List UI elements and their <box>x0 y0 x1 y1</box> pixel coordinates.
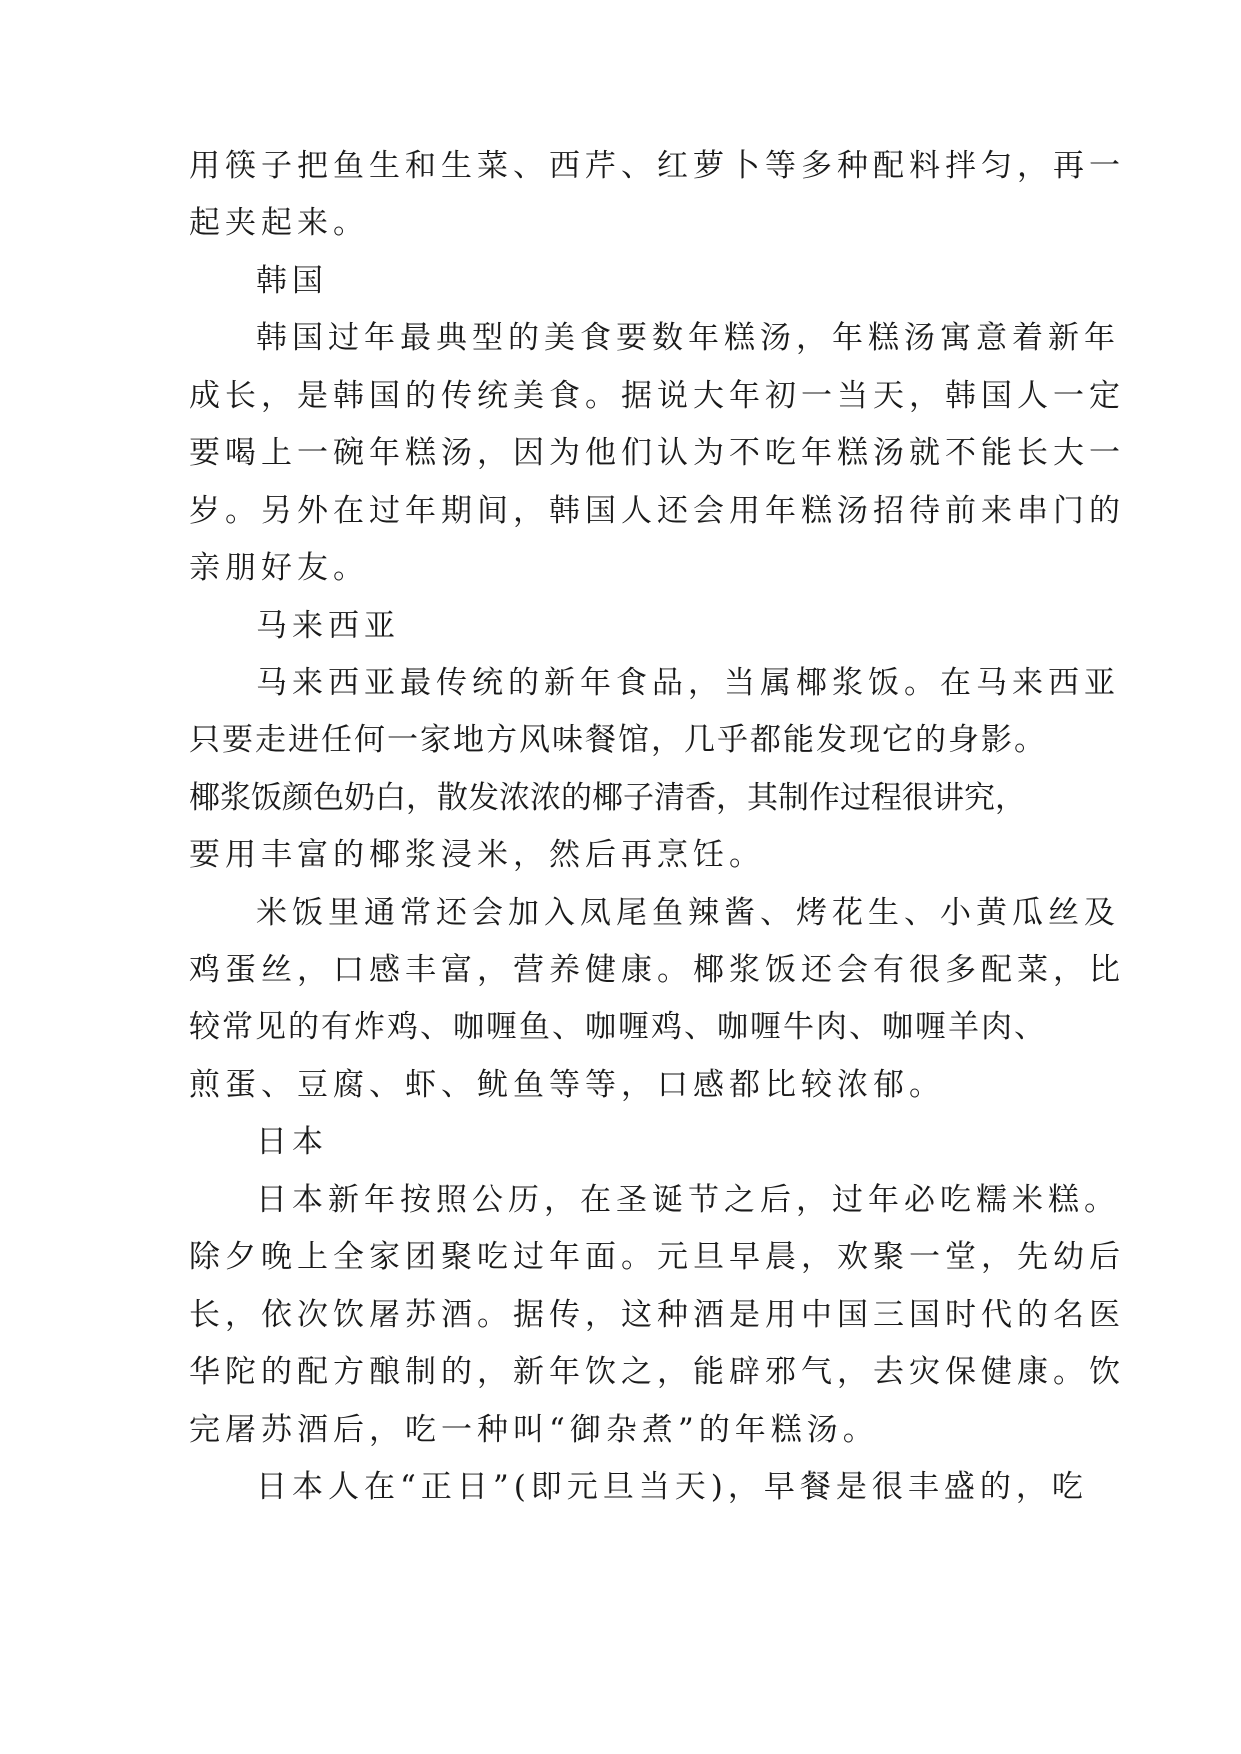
text-line: 要喝上一碗年糕汤，因为他们认为不吃年糕汤就不能长大一 <box>189 435 1125 471</box>
text-line: 长，依次饮屠苏酒。据传，这种酒是用中国三国时代的名医 <box>189 1297 1125 1333</box>
text-line: 马来西亚最传统的新年食品，当属椰浆饭。在马来西亚 <box>256 665 1120 701</box>
text-line: 除夕晚上全家团聚吃过年面。元旦早晨，欢聚一堂，先幼后 <box>189 1239 1125 1275</box>
text-line: 日本人在“正日”(即元旦当天)，早餐是很丰盛的，吃 <box>256 1469 1088 1505</box>
text-line: 煎蛋、豆腐、虾、鱿鱼等等，口感都比较浓郁。 <box>189 1067 945 1103</box>
text-line: 岁。另外在过年期间，韩国人还会用年糕汤招待前来串门的 <box>189 493 1125 529</box>
section-heading-japan: 日本 <box>256 1124 328 1160</box>
text-line: 完屠苏酒后，吃一种叫“御杂煮”的年糕汤。 <box>189 1412 879 1448</box>
text-line: 亲朋好友。 <box>189 550 369 586</box>
text-line: 起夹起来。 <box>189 205 369 241</box>
section-heading-malaysia: 马来西亚 <box>256 608 400 644</box>
text-line: 成长，是韩国的传统美食。据说大年初一当天，韩国人一定 <box>189 378 1125 414</box>
text-line: 华陀的配方酿制的，新年饮之，能辟邪气，去灾保健康。饮 <box>189 1354 1125 1390</box>
text-line: 日本新年按照公历，在圣诞节之后，过年必吃糯米糕。 <box>256 1182 1120 1218</box>
text-line: 椰浆饭颜色奶白，散发浓浓的椰子清香，其制作过程很讲究， <box>189 780 1026 816</box>
text-line: 鸡蛋丝，口感丰富，营养健康。椰浆饭还会有很多配菜，比 <box>189 952 1125 988</box>
text-line: 米饭里通常还会加入凤尾鱼辣酱、烤花生、小黄瓜丝及 <box>256 895 1120 931</box>
text-line: 要用丰富的椰浆浸米，然后再烹饪。 <box>189 837 765 873</box>
text-line: 较常见的有炸鸡、咖喱鱼、咖喱鸡、咖喱牛肉、咖喱羊肉、 <box>189 1009 1047 1045</box>
section-heading-korea: 韩国 <box>256 263 328 299</box>
text-line: 韩国过年最典型的美食要数年糕汤，年糕汤寓意着新年 <box>256 320 1120 356</box>
text-line: 只要走进任何一家地方风味餐馆，几乎都能发现它的身影。 <box>189 722 1047 758</box>
text-line: 用筷子把鱼生和生菜、西芹、红萝卜等多种配料拌匀，再一 <box>189 148 1125 184</box>
